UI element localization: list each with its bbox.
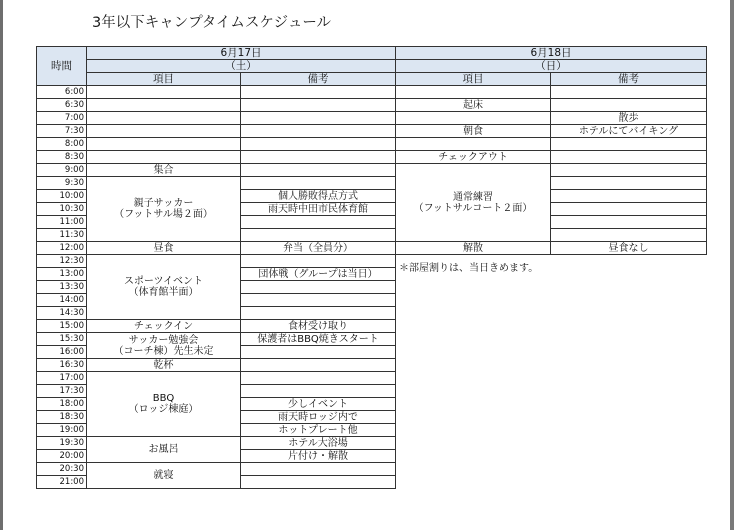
page-edge-left <box>0 0 3 530</box>
day1-item <box>87 86 241 99</box>
day1-item: 昼食 <box>87 242 241 255</box>
time-cell: 12:30 <box>37 255 87 268</box>
time-cell: 11:00 <box>37 216 87 229</box>
day1-note: 雨天時中田市民体育館 <box>241 203 396 216</box>
time-cell: 20:30 <box>37 463 87 476</box>
time-cell: 18:00 <box>37 398 87 411</box>
day2-note <box>551 138 707 151</box>
time-cell: 8:00 <box>37 138 87 151</box>
time-cell: 21:00 <box>37 476 87 489</box>
day1-weekday-header: （土） <box>87 60 396 73</box>
day1-item <box>87 125 241 138</box>
table-row <box>37 86 707 99</box>
day1-note: ホットプレート他 <box>241 424 396 437</box>
time-cell: 6:30 <box>37 99 87 112</box>
day1-note <box>241 294 396 307</box>
time-cell: 14:00 <box>37 294 87 307</box>
day2-item <box>396 86 551 99</box>
day2-note <box>551 203 707 216</box>
day1-note <box>241 255 396 268</box>
day1-note <box>241 177 396 190</box>
day1-item: 集合 <box>87 164 241 177</box>
day1-note: 少しイベント <box>241 398 396 411</box>
day1-note: 保護者はBBQ焼きスタート <box>241 333 396 346</box>
time-cell: 16:30 <box>37 359 87 372</box>
time-cell: 16:00 <box>37 346 87 359</box>
room-assignment-note: ＊部屋割りは、当日きめます。 <box>399 263 539 274</box>
day1-note <box>241 476 396 489</box>
time-cell: 8:30 <box>37 151 87 164</box>
day2-blank-area <box>396 255 707 489</box>
day2-note: 散歩 <box>551 112 707 125</box>
table-row <box>37 125 707 138</box>
table-row <box>37 99 707 112</box>
time-cell: 19:30 <box>37 437 87 450</box>
table-row <box>37 164 707 177</box>
day1-item-line: スポーツイベント <box>123 276 204 287</box>
time-cell: 10:30 <box>37 203 87 216</box>
time-cell: 12:00 <box>37 242 87 255</box>
day1-item-line: （体育館半面） <box>128 287 199 298</box>
day2-note <box>551 216 707 229</box>
time-cell: 20:00 <box>37 450 87 463</box>
page-edge-right <box>730 0 734 530</box>
day1-note <box>241 281 396 294</box>
time-cell: 7:30 <box>37 125 87 138</box>
day2-weekday-header: （日） <box>396 60 707 73</box>
time-cell: 14:30 <box>37 307 87 320</box>
day1-item <box>87 99 241 112</box>
day1-item-header: 項目 <box>87 73 241 86</box>
day2-item: 朝食 <box>396 125 551 138</box>
day2-item: チェックアウト <box>396 151 551 164</box>
day1-note <box>241 99 396 112</box>
day1-note <box>241 359 396 372</box>
schedule-table <box>36 46 707 489</box>
day1-note-header: 備考 <box>241 73 396 86</box>
day2-item-line: （フットサルコート２面） <box>413 202 533 214</box>
day1-note <box>241 151 396 164</box>
time-cell: 15:00 <box>37 320 87 333</box>
table-row <box>37 138 707 151</box>
page-title: 3年以下キャンプタイムスケジュール <box>92 15 332 31</box>
day1-note <box>241 372 396 385</box>
time-cell: 9:00 <box>37 164 87 177</box>
day1-note <box>241 138 396 151</box>
day2-note <box>551 86 707 99</box>
day1-item: 就寝 <box>87 463 241 489</box>
day2-item: 起床 <box>396 99 551 112</box>
day1-note <box>241 216 396 229</box>
time-cell: 17:00 <box>37 372 87 385</box>
day2-item: 解散 <box>396 242 551 255</box>
day1-note <box>241 86 396 99</box>
day1-item <box>87 151 241 164</box>
day1-note <box>241 164 396 177</box>
day1-note: 食材受け取り <box>241 320 396 333</box>
day1-note <box>241 229 396 242</box>
day2-note <box>551 99 707 112</box>
day2-note <box>551 190 707 203</box>
time-cell: 11:30 <box>37 229 87 242</box>
time-cell: 13:30 <box>37 281 87 294</box>
day2-date-header: 6月18日 <box>396 47 707 60</box>
time-cell: 17:30 <box>37 385 87 398</box>
day1-item <box>87 255 241 320</box>
day2-note: ホテルにてバイキング <box>551 125 707 138</box>
day1-note: 個人勝敗得点方式 <box>241 190 396 203</box>
day1-item-line: 親子サッカー <box>133 198 194 209</box>
day1-note: ホテル大浴場 <box>241 437 396 450</box>
table-row <box>37 112 707 125</box>
day1-item: お風呂 <box>87 437 241 463</box>
day2-note <box>551 164 707 177</box>
day2-note: 昼食なし <box>551 242 707 255</box>
day1-note: 雨天時ロッジ内で <box>241 411 396 424</box>
day2-item <box>396 138 551 151</box>
time-cell: 13:00 <box>37 268 87 281</box>
day2-note <box>551 151 707 164</box>
day1-note: 団体戦（グループは当日） <box>241 268 396 281</box>
day1-item <box>87 372 241 437</box>
day2-item <box>396 112 551 125</box>
day1-note <box>241 385 396 398</box>
day2-item-line: 通常練習 <box>453 191 494 203</box>
day1-item: チェックイン <box>87 320 241 333</box>
day1-item <box>87 138 241 151</box>
table-row <box>37 255 707 268</box>
day1-note <box>241 112 396 125</box>
day1-item-line: （フットサル場２面） <box>114 209 213 220</box>
time-cell: 9:30 <box>37 177 87 190</box>
schedule-body <box>37 86 707 489</box>
time-cell: 10:00 <box>37 190 87 203</box>
day1-item-line: （ロッジ棟庭） <box>128 404 199 415</box>
time-cell: 19:00 <box>37 424 87 437</box>
table-row <box>37 242 707 255</box>
day1-note <box>241 463 396 476</box>
day1-item-line: （コーチ棟）先生未定 <box>113 345 214 357</box>
day1-date-header: 6月17日 <box>87 47 396 60</box>
time-cell: 18:30 <box>37 411 87 424</box>
day1-item: 乾杯 <box>87 359 241 372</box>
day1-note: 弁当（全員分） <box>241 242 396 255</box>
day2-note <box>551 177 707 190</box>
table-row <box>37 177 707 190</box>
time-cell: 7:00 <box>37 112 87 125</box>
day1-item <box>87 177 241 242</box>
time-column-header: 時間 <box>37 47 87 86</box>
time-cell: 15:30 <box>37 333 87 346</box>
day1-note <box>241 307 396 320</box>
day2-item-header: 項目 <box>396 73 551 86</box>
day1-item <box>87 333 241 359</box>
day1-item <box>87 112 241 125</box>
day1-note <box>241 346 396 359</box>
day2-item <box>396 164 551 242</box>
day2-note <box>551 229 707 242</box>
day2-note-header: 備考 <box>551 73 707 86</box>
day1-item-line: サッカー勉強会 <box>128 334 199 346</box>
table-row <box>37 151 707 164</box>
day1-note: 片付け・解散 <box>241 450 396 463</box>
time-cell: 6:00 <box>37 86 87 99</box>
day1-item-line: BBQ <box>152 393 175 404</box>
day1-note <box>241 125 396 138</box>
